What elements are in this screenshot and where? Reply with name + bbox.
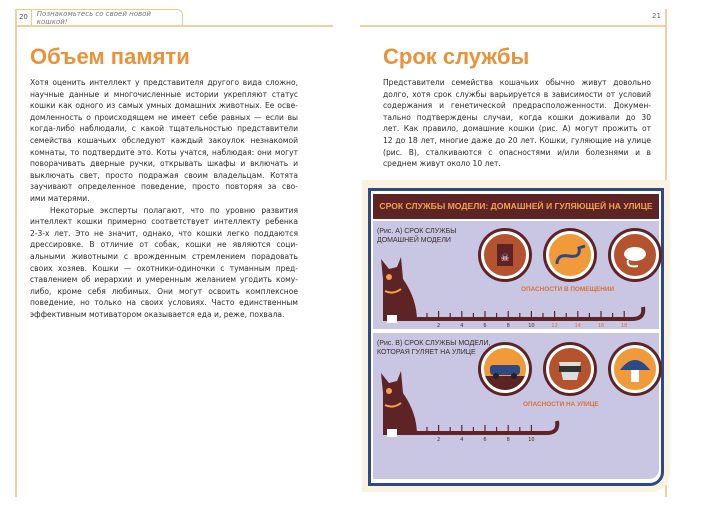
text-line: семейства кошачьих обследуют каждый закоулок незнакомой	[30, 135, 298, 145]
text-line: альными животными с врожденным стремлением порадовать	[30, 251, 298, 261]
tick-label: 6	[483, 323, 487, 329]
text-line: эффективным мотиватором оказывается еда и, реже, похвала.	[30, 309, 285, 319]
text-line: среднем живут около 10 лет.	[383, 159, 501, 169]
text-line: научные данные и многочисленные истории укрепляют статус	[30, 89, 298, 99]
text-line: интеллект кошки примерно соответствует интеллекту ребенка	[30, 217, 298, 227]
label-line: (Рис. В) СРОК СЛУЖБЫ МОДЕЛИ,	[377, 340, 491, 347]
tick-label: 2	[437, 323, 441, 329]
text-line: домленность о происходящем не имеет себе равных — если вы	[30, 112, 298, 122]
body-text	[30, 77, 298, 320]
text-line: либо, кроме себя любимых. Они могут освоить комплексное	[30, 286, 298, 296]
tick-label: 14	[574, 323, 581, 329]
page-heading: Срок службы	[383, 44, 530, 69]
car-icon	[481, 345, 529, 393]
text-line: Некоторые эксперты полагают, что по уровню развития	[50, 205, 298, 215]
indoor-dangers	[481, 231, 659, 279]
label-line: (Рис. А) СРОК СЛУЖБЫ	[377, 228, 457, 235]
label-line: КОТОРАЯ ГУЛЯЕТ НА УЛИЦЕ	[377, 349, 476, 356]
mouse-icon	[611, 231, 659, 279]
electric-cord-icon	[546, 231, 594, 279]
tick-label: 4	[460, 437, 464, 443]
tick-label: 2	[437, 437, 441, 443]
text-line: тально подтверждены случаи, когда кошки доживали до 30	[383, 112, 651, 122]
mushroom-icon	[611, 345, 659, 393]
page-heading: Объем памяти	[30, 44, 190, 69]
text-line: когда-либо наблюдали, с какой тщательностью представители	[30, 124, 298, 134]
text-line: ставлением об иерархии и умеренным желанием угодить кому-	[30, 275, 298, 285]
tick-label: 8	[506, 437, 510, 443]
text-line: заучивают определенное поведение, просто повторяя за сво-	[30, 182, 298, 192]
indoor-dangers-label: ОПАСНОСТИ В ПОМЕЩЕНИИ	[521, 286, 615, 293]
running-title: Познакомьтесь со своей новой кошкой!	[36, 9, 151, 26]
text-line: ими матерями.	[30, 193, 90, 203]
text-line: кошки как одного из самых умных домашних животных. Ее осве-	[30, 101, 298, 111]
panel-a-label	[377, 227, 456, 245]
outdoor-dangers	[481, 345, 659, 393]
infographic-title: СРОК СЛУЖБЫ МОДЕЛИ: ДОМАШНЕЙ И ГУЛЯЮЩЕЙ НА УЛИЦЕ	[373, 194, 659, 219]
tick-label: 10	[528, 437, 535, 443]
tick-label: 8	[506, 323, 510, 329]
panel-b	[373, 333, 659, 479]
text-line: 2-3-х лет. Это не значит, однако, что кошки легко поддаются	[30, 228, 298, 238]
cat-icon	[381, 371, 417, 437]
text-line: дрессировке. В отличие от собак, кошки не являются соци-	[30, 240, 298, 250]
panel-a	[373, 221, 659, 329]
text-line: поведение, но только на своих условиях. Часто единственным	[30, 298, 298, 308]
tail-timeline	[415, 307, 643, 319]
tick-label: 4	[460, 323, 464, 329]
label-line: ДОМАШНЕЙ МОДЕЛИ	[377, 237, 451, 244]
raccoon-icon	[546, 345, 594, 393]
text-line: содержания и генетической предрасположенности. Докумен-	[383, 101, 651, 111]
cat-icon	[381, 257, 417, 323]
text-line: выключать свет, просто подражая своим владельцам. Котята	[30, 170, 298, 180]
text-line: своих хозяев. Кошки — охотники-одиночки с туманным пред-	[30, 263, 298, 273]
text-line: долго, хотя срок службы варьируется в зависимости от условий	[383, 89, 651, 99]
header-rule	[360, 25, 666, 27]
page-border	[15, 9, 17, 497]
tick-label: 10	[528, 323, 535, 329]
text-line: 12 до 18 лет, многие даже до 20 лет. Кошки, гуляющие на улице	[383, 135, 651, 145]
body-text	[383, 77, 651, 170]
tick-label: 12	[551, 323, 558, 329]
tick-label: 16	[597, 323, 605, 329]
text-line: Представители семейства кошачьих обычно живут довольно	[383, 78, 651, 87]
text-line: лет. Как правило, домашние кошки (рис. А) могут прожить от	[383, 124, 651, 134]
text-line: комнаты, то подтвердите это. Коты учатся, наблюдая: они могут	[30, 147, 298, 157]
tail-timeline	[415, 421, 557, 433]
text-line: (рис. В), сталкиваются с опасностями и/или болезнями и в	[383, 147, 651, 157]
tick-label: 6	[483, 437, 487, 443]
tick-label: 18	[621, 323, 628, 329]
page-number: 21	[652, 12, 661, 20]
header-rule	[15, 25, 333, 27]
page-number: 20	[16, 10, 32, 25]
svg-text:☠: ☠	[500, 253, 510, 264]
poison-icon	[481, 231, 529, 279]
outdoor-dangers-label: ОПАСНОСТИ НА УЛИЦЕ	[523, 401, 599, 408]
panel-b-label	[377, 339, 490, 357]
text-line: Хотя оценить интеллект у представителя другого вида сложно,	[30, 78, 298, 87]
running-header	[15, 9, 183, 25]
text-line: поворачивать дверные ручки, открывать шкафы и включать и	[30, 159, 298, 169]
